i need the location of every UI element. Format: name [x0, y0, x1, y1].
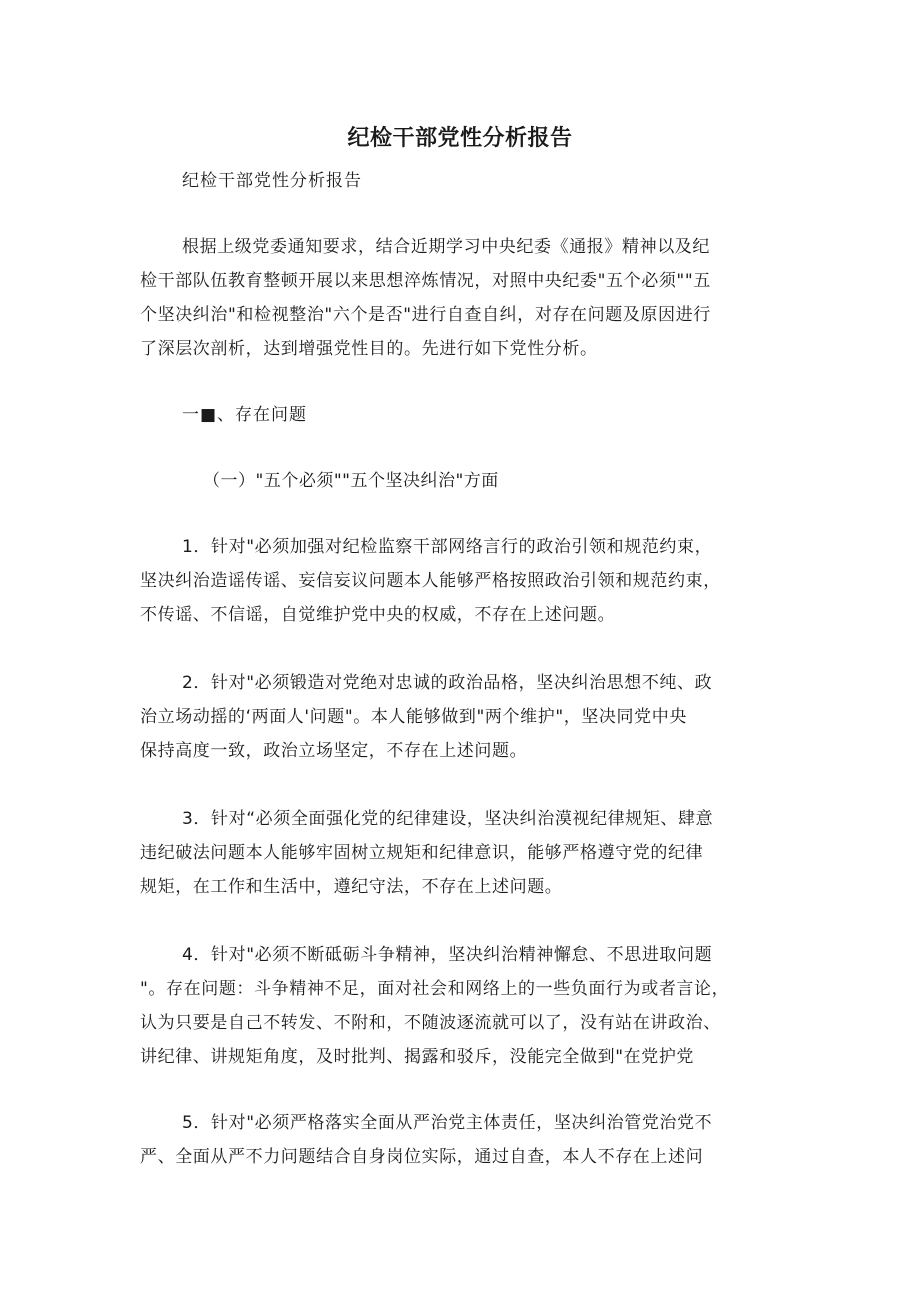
intro-line: 了深层次剖析，达到增强党性目的。先进行如下党性分析。	[140, 339, 598, 359]
item-line: 治立场动摇的‘两面人'问题"。本人能够做到"两个维护"，坚决同党中央	[140, 707, 687, 727]
item-line: 3．针对“必须全面强化党的纪律建设，坚决纠治漠视纪律规矩、肆意	[182, 809, 714, 829]
item-line: 讲纪律、讲规矩角度，及时批判、揭露和驳斥，没能完全做到"在党护党	[140, 1047, 695, 1067]
intro-line: 根据上级党委通知要求，结合近期学习中央纪委《通报》精神以及纪	[182, 237, 710, 257]
item-4-paragraph	[140, 938, 785, 1074]
item-line: 违纪破法问题本人能够牢固树立规矩和纪律意识，能够严格遵守党的纪律	[140, 843, 704, 863]
item-line: 5．针对"必须严格落实全面从严治党主体责任，坚决纠治管党治党不	[182, 1113, 713, 1133]
document-title: 纪检干部党性分析报告	[347, 126, 573, 151]
item-5-paragraph	[140, 1106, 785, 1174]
item-line: "。存在问题：斗争精神不足，面对社会和网络上的一些负面行为或者言论，	[140, 979, 730, 999]
item-line: 规矩，在工作和生活中，遵纪守法，不存在上述问题。	[140, 877, 563, 897]
intro-line: 个坚决纠治"和检视整治"六个是否"进行自查自纠，对存在问题及原因进行	[140, 305, 711, 325]
section-heading: 一■、存在问题	[182, 405, 308, 425]
item-line: 1．针对"必须加强对纪检监察干部网络言行的政治引领和规范约束，	[182, 537, 713, 557]
item-line: 保持高度一致，政治立场坚定，不存在上述问题。	[140, 741, 528, 761]
item-line: 坚决纠治造谣传谣、妄信妄议问题本人能够严格按照政治引领和规范约束，	[140, 571, 721, 591]
item-line: 4．针对"必须不断砥砺斗争精神，坚决纠治精神懈怠、不思进取问题	[182, 945, 713, 965]
subsection-heading: （一）"五个必须""五个坚决纠治"方面	[203, 471, 499, 491]
intro-line: 检干部队伍教育整顿开展以来思想淬炼情况，对照中央纪委"五个必须""五	[140, 271, 711, 291]
item-2-paragraph	[140, 666, 785, 768]
item-1-paragraph	[140, 530, 785, 632]
item-line: 2．针对"必须锻造对党绝对忠诚的政治品格，坚决纠治思想不纯、政	[182, 673, 713, 693]
item-line: 不传谣、不信谣，自觉维护党中央的权威，不存在上述问题。	[140, 605, 616, 625]
item-3-paragraph	[140, 802, 785, 904]
item-line: 认为只要是自己不转发、不附和，不随波逐流就可以了，没有站在讲政治、	[140, 1013, 721, 1033]
intro-paragraph	[140, 230, 785, 366]
item-line: 严、全面从严不力问题结合自身岗位实际，通过自查，本人不存在上述问	[140, 1147, 704, 1167]
document-subtitle: 纪检干部党性分析报告	[182, 171, 362, 191]
